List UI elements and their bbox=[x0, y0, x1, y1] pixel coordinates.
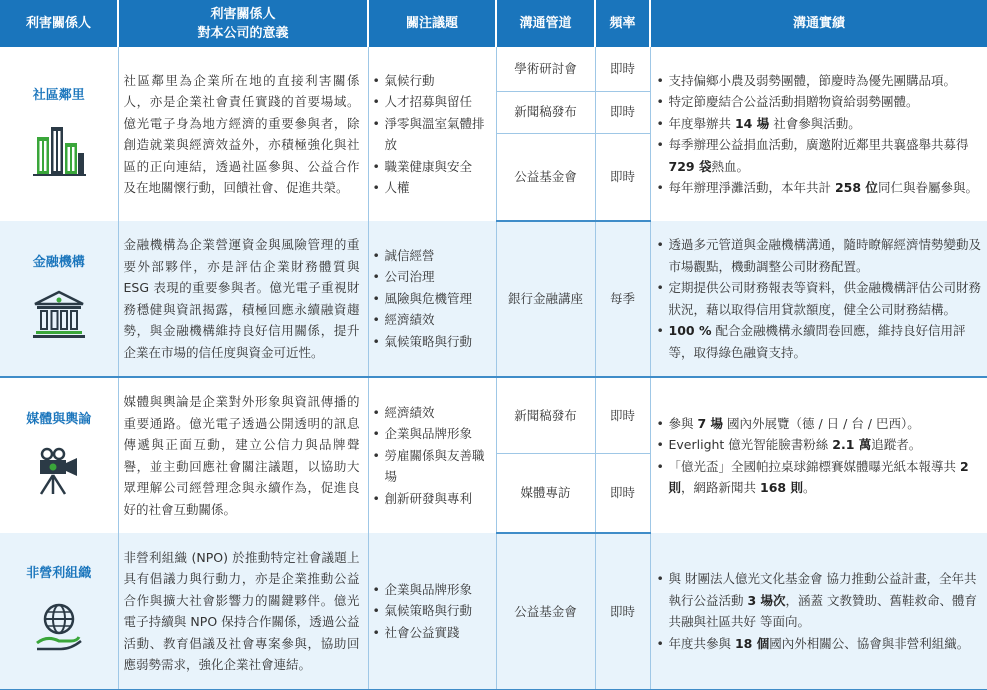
channel-cell: 銀行金融講座 bbox=[496, 221, 595, 377]
topic-item: • 人才招募與留任 bbox=[373, 91, 492, 113]
frequency-cell: 即時 bbox=[595, 133, 650, 221]
bank-building-icon bbox=[31, 289, 87, 346]
result-item: • 「億光盃」全國帕拉桌球錦標賽媒體曝光紙本報導共 2 則，網路新聞共 168 則。 bbox=[655, 456, 982, 499]
topic-item: • 經濟績效 bbox=[373, 309, 492, 331]
city-buildings-icon bbox=[31, 123, 87, 184]
table-row-npo bbox=[0, 533, 987, 690]
topic-item: • 創新研發與專利 bbox=[373, 488, 492, 510]
result-item: • Everlight 億光智能臉書粉絲 2.1 萬追蹤者。 bbox=[655, 434, 982, 456]
header-channel: 溝通管道 bbox=[496, 0, 595, 47]
meaning-text: 非營利組織 (NPO) 於推動特定社會議題上具有倡議力與行動力，亦是企業推動公益合作與擴大社會影響力的關鍵夥伴。億光電子持續與 NPO 保持合作關係，透過公益活動、教育倡議及社會專案參與，協助回應弱勢需求，強化企業社會連結。 bbox=[118, 533, 368, 690]
frequency-cell: 即時 bbox=[595, 91, 650, 133]
topic-item: • 企業與品牌形象 bbox=[373, 579, 492, 601]
frequency-cell: 每季 bbox=[595, 221, 650, 377]
result-item: • 年度共參與 18 個國內外相關公、協會與非營利組織。 bbox=[655, 633, 982, 655]
stakeholder-name: 媒體與輿論 bbox=[26, 411, 92, 427]
topic-item: • 勞雇關係與友善職場 bbox=[373, 445, 492, 488]
meaning-text: 社區鄰里為企業所在地的直接利害關係人，亦是企業社會責任實踐的首要場域。億光電子身為地方經濟的重要參與者，除創造就業與經濟效益外，亦積極強化與社區的正向連結，透過社區參與、公益合作及在地關懷行動，回饋社會、促進共榮。 bbox=[118, 47, 368, 221]
stakeholder-cell bbox=[0, 377, 118, 533]
header-stakeholder: 利害關係人 bbox=[0, 0, 118, 47]
stakeholder-cell bbox=[0, 533, 118, 690]
topic-item: • 人權 bbox=[373, 177, 492, 199]
stakeholder-cell bbox=[0, 47, 118, 221]
table-row-media bbox=[0, 377, 987, 453]
result-item: • 定期提供公司財務報表等資料，供金融機構評估公司財務狀況，藉以取得信用貸款額度，健全公司財務結構。 bbox=[655, 277, 982, 320]
topic-item: • 淨零與溫室氣體排放 bbox=[373, 113, 492, 156]
results-cell bbox=[650, 47, 987, 221]
channel-cell: 新聞稿發布 bbox=[496, 91, 595, 133]
header-frequency: 頻率 bbox=[595, 0, 650, 47]
topics-cell bbox=[368, 377, 496, 533]
result-item: • 每季辦理公益捐血活動，廣邀附近鄰里共襄盛舉共募得 729 袋熱血。 bbox=[655, 134, 982, 177]
topic-item: • 企業與品牌形象 bbox=[373, 423, 492, 445]
result-item: • 特定節慶結合公益活動捐贈物資給弱勢團體。 bbox=[655, 91, 982, 113]
stakeholder-cell bbox=[0, 221, 118, 377]
results-cell bbox=[650, 221, 987, 377]
topic-item: • 經濟績效 bbox=[373, 402, 492, 424]
result-item: • 100 % 配合金融機構永續問卷回應，維持良好信用評等，取得綠色融資支持。 bbox=[655, 320, 982, 363]
header-results: 溝通實績 bbox=[650, 0, 987, 47]
result-item: • 透過多元管道與金融機構溝通，隨時瞭解經濟情勢變動及市場觀點，機動調整公司財務配置。 bbox=[655, 234, 982, 277]
topic-item: • 公司治理 bbox=[373, 266, 492, 288]
topic-item: • 氣候策略與行動 bbox=[373, 600, 492, 622]
header-meaning: 利害關係人 對本公司的意義 bbox=[118, 0, 368, 47]
result-item: • 年度舉辦共 14 場 社會參與活動。 bbox=[655, 113, 982, 135]
meaning-text: 媒體與輿論是企業對外形象與資訊傳播的重要通路。億光電子透過公開透明的訊息傳遞與正面互動，建立公信力與品牌聲譽，並主動回應社會關注議題，以協助大眾理解公司經營理念與永續作為，促進良好的社會互動關係。 bbox=[118, 377, 368, 533]
frequency-cell: 即時 bbox=[595, 47, 650, 91]
topic-item: • 社會公益實踐 bbox=[373, 622, 492, 644]
frequency-cell: 即時 bbox=[595, 377, 650, 453]
topic-item: • 誠信經營 bbox=[373, 245, 492, 267]
meaning-text: 金融機構為企業營運資金與風險管理的重要外部夥伴，亦是評估企業財務體質與 ESG 表現的重要參與者。億光電子重視財務穩健與資訊揭露，積極回應永續融資趨勢，與金融機構維持良好信用關係，提升企業在市場的信任度與資金可近性。 bbox=[118, 221, 368, 377]
result-item: • 參與 7 場 國內外展覽（德 / 日 / 台 / 巴西）。 bbox=[655, 413, 982, 435]
results-cell bbox=[650, 377, 987, 533]
topics-cell bbox=[368, 47, 496, 221]
video-camera-icon bbox=[31, 446, 87, 503]
topic-item: • 氣候行動 bbox=[373, 70, 492, 92]
globe-hand-icon bbox=[31, 601, 87, 660]
channel-cell: 公益基金會 bbox=[496, 133, 595, 221]
results-cell bbox=[650, 533, 987, 690]
topic-item: • 風險與危機管理 bbox=[373, 288, 492, 310]
table-header-row bbox=[0, 0, 987, 47]
topics-cell bbox=[368, 533, 496, 690]
channel-cell: 學術研討會 bbox=[496, 47, 595, 91]
table-row-community bbox=[0, 47, 987, 91]
topic-item: • 職業健康與安全 bbox=[373, 156, 492, 178]
result-item: • 與 財團法人億光文化基金會 協力推動公益計畫，全年共執行公益活動 3 場次，涵蓋 文教贊助、舊鞋救命、體育共融與社區共好 等面向。 bbox=[655, 568, 982, 633]
stakeholder-name: 社區鄰里 bbox=[32, 88, 85, 103]
topics-cell bbox=[368, 221, 496, 377]
frequency-cell: 即時 bbox=[595, 533, 650, 690]
result-item: • 每年辦理淨灘活動，本年共計 258 位同仁與眷屬參與。 bbox=[655, 177, 982, 199]
table-row-finance bbox=[0, 221, 987, 377]
stakeholder-name: 金融機構 bbox=[32, 254, 85, 270]
header-topics: 關注議題 bbox=[368, 0, 496, 47]
frequency-cell: 即時 bbox=[595, 453, 650, 533]
channel-cell: 媒體專訪 bbox=[496, 453, 595, 533]
channel-cell: 公益基金會 bbox=[496, 533, 595, 690]
stakeholder-name: 非營利組織 bbox=[26, 566, 92, 581]
topic-item: • 氣候策略與行動 bbox=[373, 331, 492, 353]
channel-cell: 新聞稿發布 bbox=[496, 377, 595, 453]
result-item: • 支持偏鄉小農及弱勢團體，節慶時為優先團購品項。 bbox=[655, 70, 982, 92]
